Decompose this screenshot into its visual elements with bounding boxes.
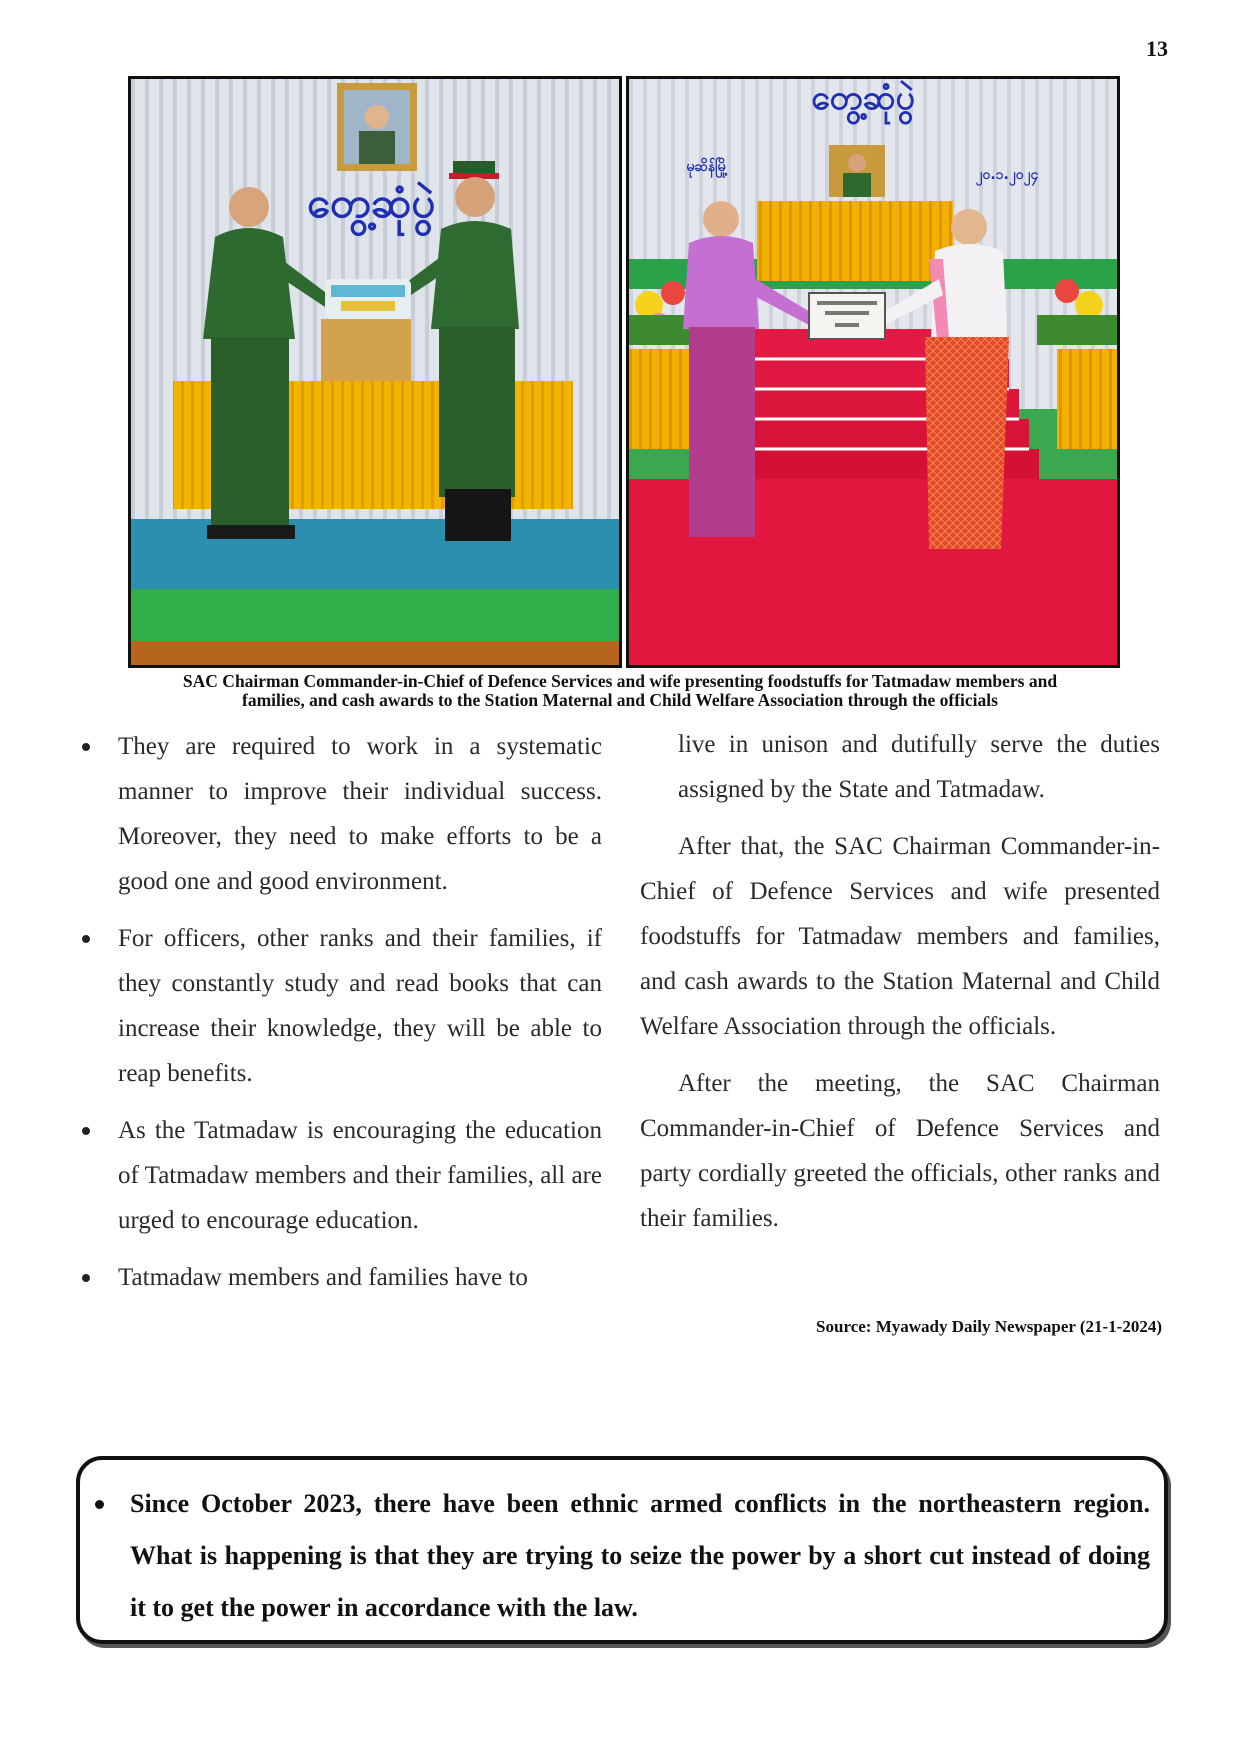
bullet-list [78, 724, 602, 1300]
award-certificate [809, 293, 885, 339]
date-text: ၂၀.၁.၂၀၂၄ [975, 167, 1039, 183]
bullet-text: They are required to work in a systematic manner to improve their individual success. Moreover, they need to make efforts to be a good one and good environment. [118, 733, 602, 895]
photo-officers-presentation [128, 76, 622, 668]
seated-chairman [829, 145, 885, 197]
bullet-icon [82, 1127, 90, 1135]
left-column [78, 724, 602, 1312]
bullet-icon [82, 1274, 90, 1282]
caption-line-2: families, and cash awards to the Station Maternal and Child Welfare Association through the officials [242, 690, 998, 710]
caption-line-1: SAC Chairman Commander-in-Chief of Defence Services and wife presenting foodstuffs for Tatmadaw members and [182, 671, 1058, 691]
gift-package [325, 279, 411, 319]
bullet-text: As the Tatmadaw is encouraging the education of Tatmadaw members and their families, all are urged to encourage education. [118, 1117, 602, 1234]
callout-bullet-icon [95, 1500, 104, 1509]
portrait-frame [337, 83, 417, 171]
banner-text: တွေ့ဆုံပွဲ [306, 178, 436, 227]
source-citation: Source: Myawady Daily Newspaper (21-1-2024) [816, 1317, 1162, 1336]
lectern [321, 319, 411, 387]
bullet-item [78, 1108, 602, 1243]
place-text: မုဆိန်မြို့ [686, 159, 728, 175]
banner-text: တွေ့ဆုံပွဲ [811, 79, 915, 118]
bullet-item [78, 1255, 602, 1300]
bullet-icon [82, 935, 90, 943]
stage-table [757, 201, 953, 281]
bullet-text: Tatmadaw members and families have to [118, 1264, 528, 1291]
bullet-text: For officers, other ranks and their families, if they constantly study and read books that can increase their knowledge, they will be able to reap benefits. [118, 925, 602, 1087]
bullet-item [78, 724, 602, 904]
continued-bullet-text: live in unison and dutifully serve the duties assigned by the State and Tatmadaw. [678, 731, 1160, 803]
photo-award-presentation [626, 76, 1120, 668]
body-paragraph: After the meeting, the SAC Chairman Commander-in-Chief of Defence Services and party cordially greeted the officials, other ranks and their families. [640, 1070, 1160, 1232]
body-paragraph: After that, the SAC Chairman Commander-in-Chief of Defence Services and wife presented foodstuffs for Tatmadaw members and families, and cash awards to the Station Maternal and Child Welfare Association through the officials. [640, 833, 1160, 1040]
bullet-icon [82, 743, 90, 751]
bullet-item [78, 916, 602, 1096]
photo-caption [80, 672, 1160, 710]
callout-text: Since October 2023, there have been ethnic armed conflicts in the northeastern region. What is happening is that they are trying to seize the power by a short cut instead of doing it to get the power in accordance with the law. [130, 1489, 1150, 1622]
right-column [640, 722, 1160, 1253]
page-number: 13 [1146, 36, 1168, 61]
